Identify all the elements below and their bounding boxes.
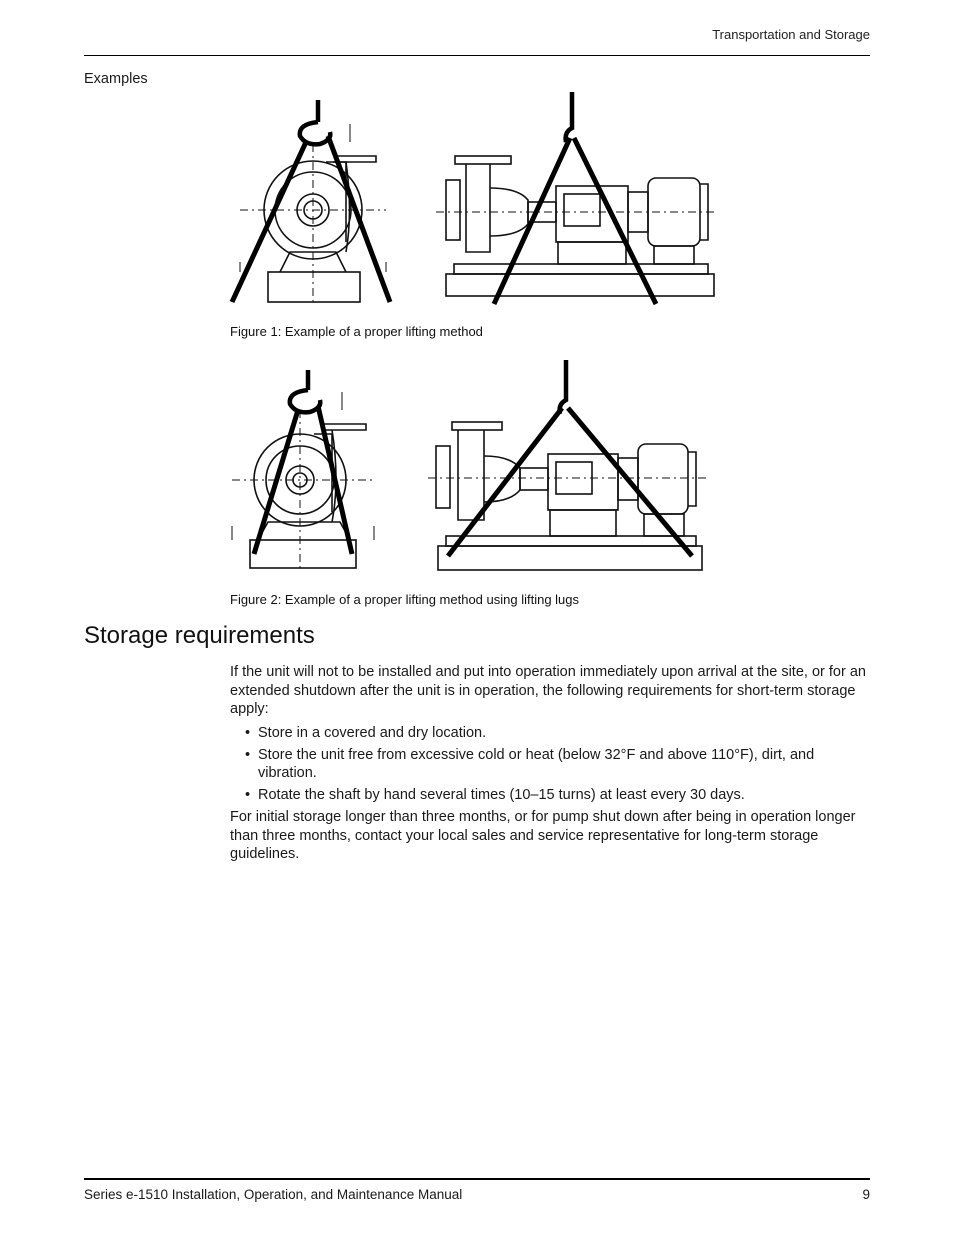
list-item: • Store in a covered and dry location. xyxy=(245,725,487,741)
bullet-icon: • xyxy=(245,786,251,803)
running-header: Transportation and Storage xyxy=(712,27,870,42)
figure-1-illustration xyxy=(228,92,720,308)
page-number: 9 xyxy=(862,1187,870,1202)
pump-end-view-lugs-drawing xyxy=(232,370,376,572)
intro-text: If the unit will not to be installed and put into operation immediately upon arrival at the site, or for an extended shutdown after the unit is in operation, the following requirements for short-term storage apply: xyxy=(230,664,866,717)
section-heading: Storage requirements xyxy=(84,622,315,649)
pump-end-view-drawing xyxy=(232,100,390,304)
storage-requirements-list xyxy=(245,724,855,807)
list-item: • Store the unit free from excessive cold or heat (below 32°F and above 110°F), dirt, and vibration. xyxy=(245,746,815,781)
pump-side-view-drawing xyxy=(436,92,714,304)
list-item: • Rotate the shaft by hand several times (10–15 turns) at least every 30 days. xyxy=(245,786,745,803)
footer-rule xyxy=(84,1178,870,1180)
storage-intro-paragraph xyxy=(230,663,872,719)
figure-2-caption: Figure 2: Example of a proper lifting method using lifting lugs xyxy=(230,592,580,607)
figure-1-caption: Figure 1: Example of a proper lifting method xyxy=(230,324,483,339)
examples-label: Examples xyxy=(84,71,148,87)
closing-text: For initial storage longer than three months, or for pump shut down after being in operation longer than three months, contact your local sales and service representative for long-term storage guidelines. xyxy=(230,809,856,862)
footer-manual-title: Series e-1510 Installation, Operation, and Maintenance Manual xyxy=(84,1187,463,1202)
bullet-icon: • xyxy=(245,746,251,763)
figure-2-illustration xyxy=(228,360,720,580)
bullet-icon: • xyxy=(245,725,251,741)
header-rule xyxy=(84,55,870,56)
pump-side-view-lugs-drawing xyxy=(428,360,708,570)
storage-closing-paragraph xyxy=(230,808,872,864)
